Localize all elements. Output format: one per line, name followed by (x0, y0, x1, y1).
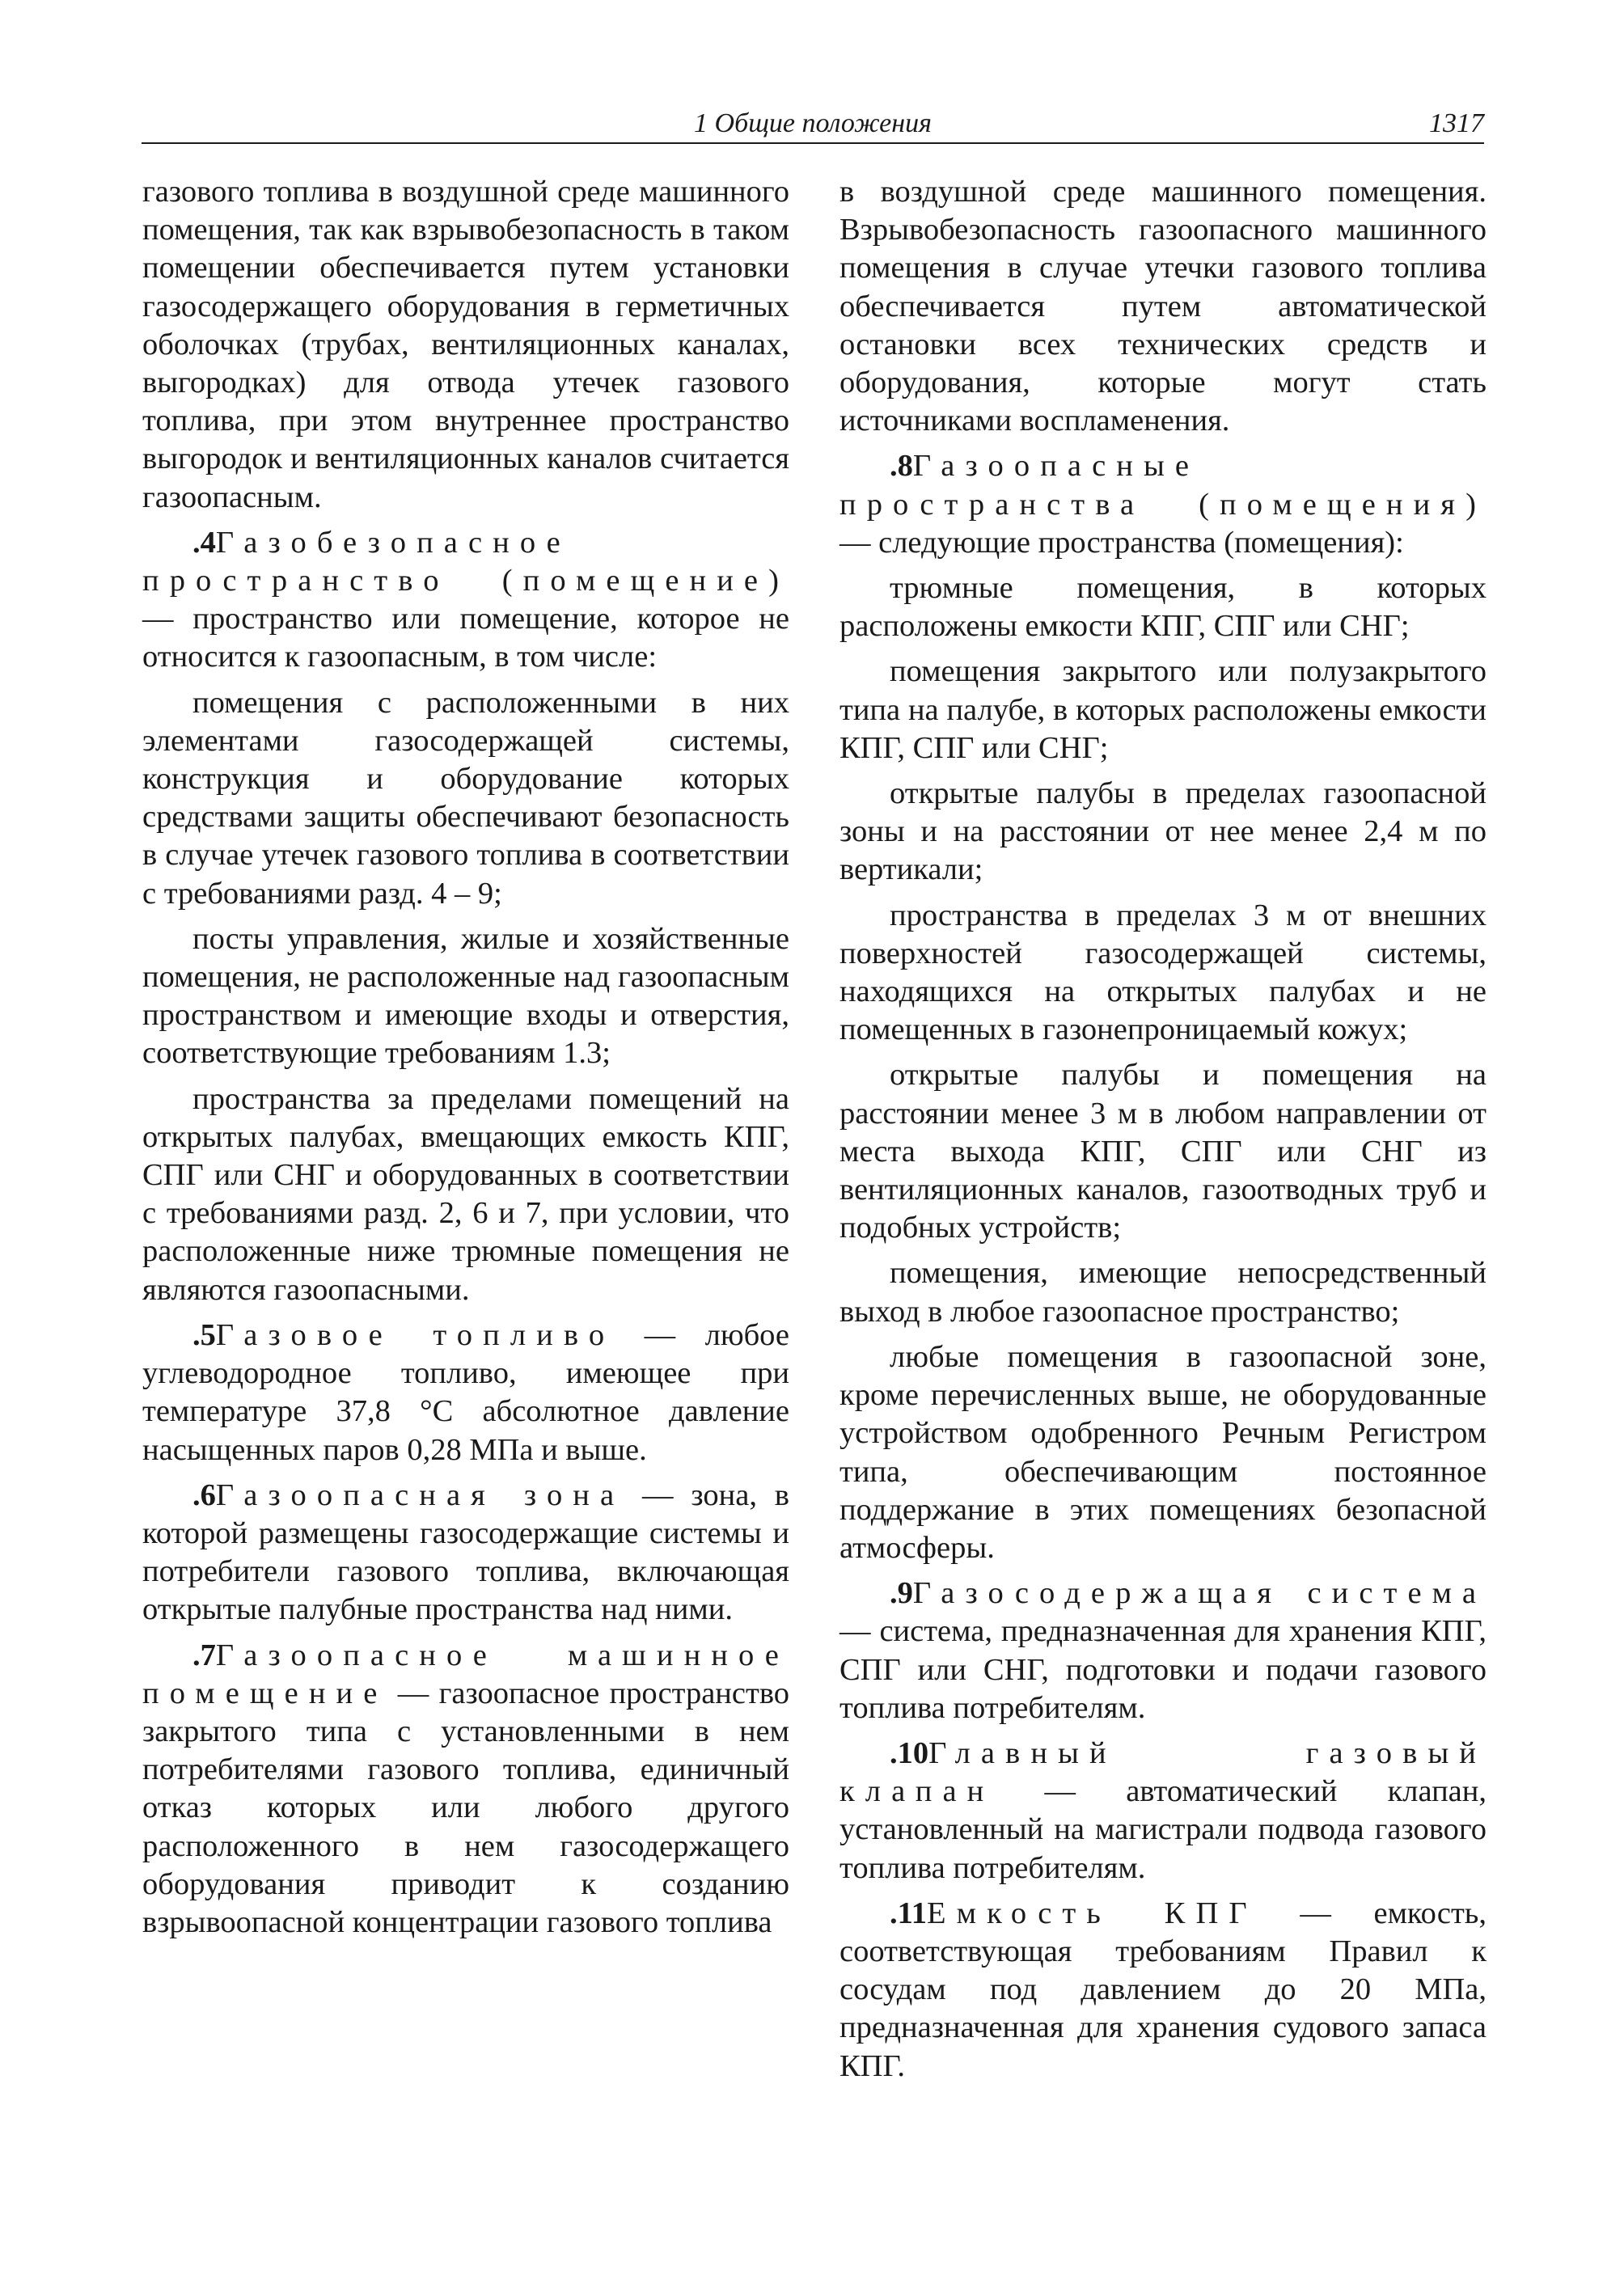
definition-text: — пространство или помещение, которое не относится к газоопасным, в том числе: (142, 602, 789, 674)
clause-number: .6 (192, 1477, 216, 1512)
continued-paragraph: газового топлива в воздушной среде машинного помещения, так как взрывобезопасность в таком помещении обеспечивается путем установки газосодержащего оборудования в герметичных оболочках (трубах, вентиляционных каналах, выгородках) для отвода утечек газового топлива, при этом внутреннее пространство выгородок и вентиляционных каналов считается газоопасным. (142, 175, 789, 514)
definition-text: — автоматический клапан, установленный на магистрали подвода газового топлива потребителям. (839, 1774, 1487, 1885)
defined-term: Газоопасное машинное помещение (142, 1638, 789, 1710)
definition-paragraph (839, 1575, 1487, 1727)
page-number: 1317 (1429, 108, 1484, 138)
definition-text: — система, предназначенная для хранения КПГ, СПГ или СНГ, подготовки и подачи газового топлива потребителям. (839, 1614, 1487, 1725)
defined-term: Газоопасная зона (215, 1477, 625, 1512)
clause-number: .7 (192, 1638, 216, 1672)
definition-text: — любое углеводородное топливо, имеющее при температуре 37,8 °С абсолютное давление насыщенных паров 0,28 МПа и выше. (142, 1317, 789, 1467)
definition-paragraph (142, 1637, 789, 1942)
list-paragraph: посты управления, жилые и хозяйственные помещения, не расположенные над газоопасным пространством и имеющие входы и отверстия, соответствующие требованиям 1.3; (142, 921, 789, 1071)
definition-text: — емкость, соответствующая требованиям Правил к сосудам под давлением до 20 МПа, предназначенная для хранения судового запаса КПГ. (839, 1896, 1487, 2083)
list-paragraph: любые помещения в газоопасной зоне, кроме перечисленных выше, не оборудованные устройством одобренного Речным Регистром типа, обеспечивающим постоянное поддержание в этих помещениях безопасной атмосферы. (839, 1339, 1487, 1565)
defined-term: Газосодержащая система (912, 1576, 1487, 1611)
list-paragraph: помещения с расположенными в них элементами газосодержащей системы, конструкция и оборудование которых средствами защиты обеспечивают безопасность в случае утечек газового топлива в соответствии с требованиями разд. 4 – 9; (142, 685, 789, 911)
clause-number: .9 (890, 1576, 913, 1611)
list-paragraph: пространства в пределах 3 м от внешних поверхностей газосодержащей системы, находящихся на открытых палубах и не помещенных в газонепроницаемый кожух; (839, 898, 1487, 1047)
defined-term: Емкость КПГ (927, 1896, 1258, 1930)
clause-number: .8 (890, 449, 913, 484)
list-paragraph: открытые палубы в пределах газоопасной зоны и на расстоянии от нее менее 2,4 м по вертикали; (839, 776, 1487, 887)
definition-text: — газоопасное пространство закрытого типа с установленными в нем потребителями газового топлива, единичный отказ которых или любого другого расположенного в нем газосодержащего оборудования приводит к созданию взрывоопасной концентрации газового топлива (142, 1676, 789, 1939)
defined-term: Главный газовый клапан (839, 1735, 1487, 1809)
list-paragraph: открытые палубы и помещения на расстоянии менее 3 м в любом направлении от места выхода КПГ, СПГ или СНГ из вентиляционных каналов, газоотводных труб и подобных устройств; (839, 1058, 1487, 1245)
list-paragraph: пространства за пределами помещений на открытых палубах, вмещающих емкость КПГ, СПГ или СНГ и оборудованных в соответствии с требованиями разд. 2, 6 и 7, при условии, что расположенные ниже трюмные помещения не являются газоопасными. (142, 1081, 789, 1307)
definition-text: — зона, в которой размещены газосодержащие системы и потребители газового топлива, включающая открытые палубные пространства над ними. (142, 1477, 789, 1627)
right-column (839, 173, 1487, 2093)
list-paragraph: трюмные помещения, в которых расположены емкости КПГ, СПГ или СНГ; (839, 571, 1487, 644)
list-paragraph: помещения закрытого или полузакрытого типа на палубе, в которых расположены емкости КПГ, СПГ или СНГ; (839, 654, 1487, 765)
defined-term: Газобезопасное пространство (помещение) (142, 525, 789, 598)
defined-term: Газовое топливо (215, 1317, 615, 1352)
definition-paragraph (142, 524, 789, 677)
clause-number: .5 (192, 1317, 216, 1352)
clause-number: .10 (890, 1735, 929, 1770)
definition-paragraph (142, 1317, 789, 1469)
definition-paragraph (142, 1477, 789, 1629)
definition-paragraph (839, 447, 1487, 562)
clause-number: .11 (890, 1896, 928, 1930)
defined-term: Газоопасные пространства (помещения) (839, 449, 1487, 522)
left-column (142, 173, 789, 1949)
section-title: 1 Общие положения (694, 108, 932, 138)
running-header (142, 105, 1484, 144)
definition-paragraph (839, 1735, 1487, 1887)
clause-number: .4 (192, 525, 216, 560)
definition-text: — следующие пространства (помещения): (839, 525, 1404, 560)
list-paragraph: помещения, имеющие непосредственный выход в любое газоопасное пространство; (839, 1256, 1487, 1329)
continued-paragraph: в воздушной среде машинного помещения. Взрывобезопасность газоопасного машинного помещения в случае утечки газового топлива обеспечивается путем автоматической остановки всех технических средств и оборудования, которые могут стать источниками воспламенения. (839, 175, 1487, 438)
definition-paragraph (839, 1895, 1487, 2086)
